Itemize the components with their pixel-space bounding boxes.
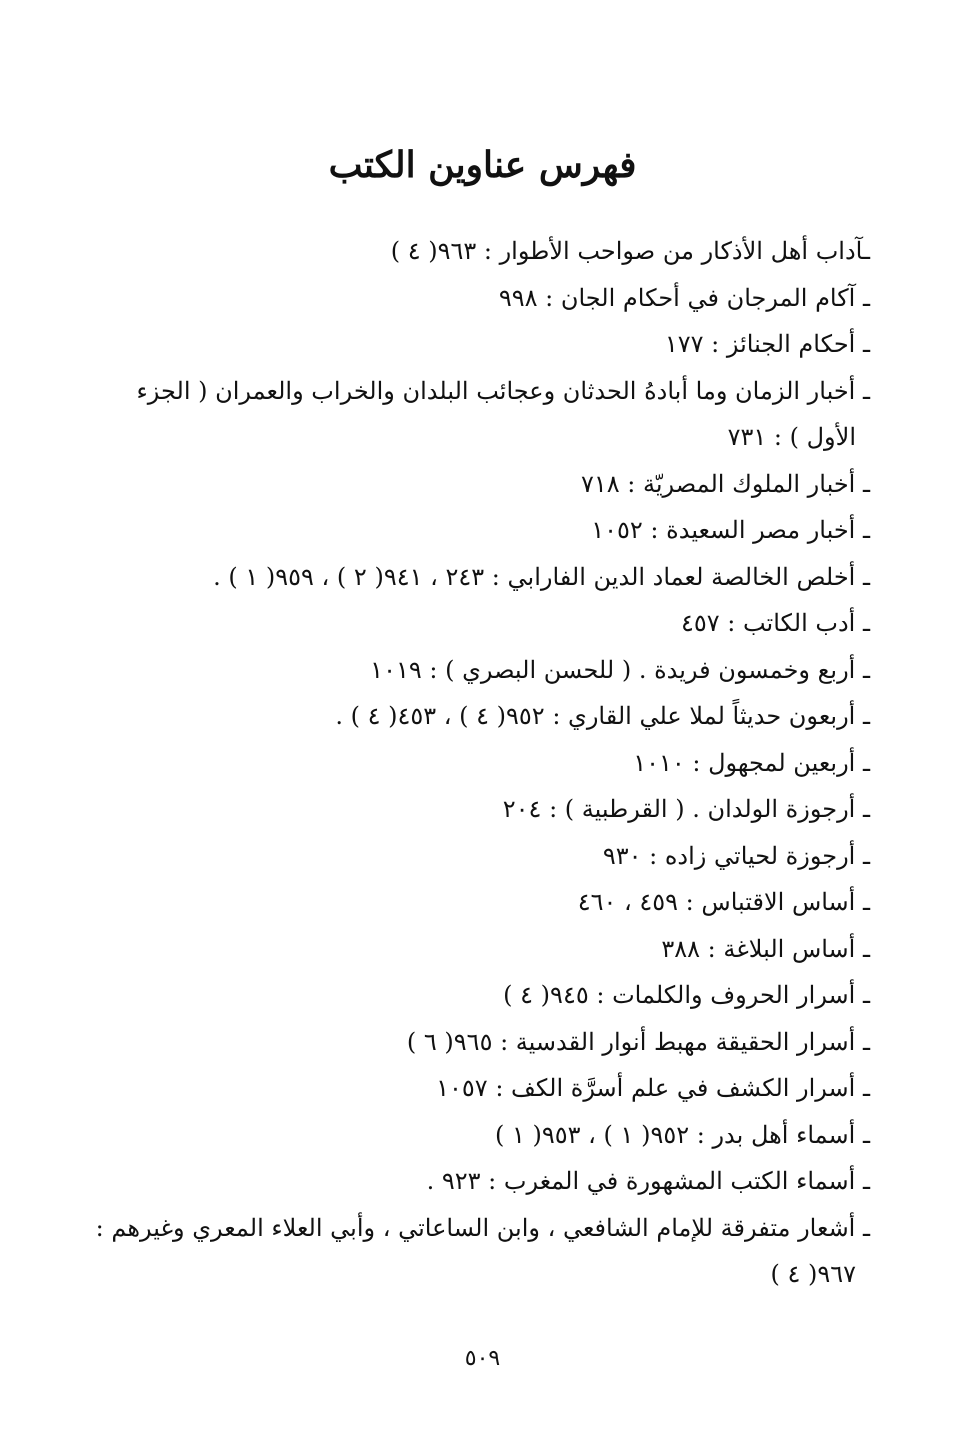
index-entry: ـ أربعون حديثاً لملا علي القاري : ٩٥٢( ٤ ) ، ٤٥٣( ٤ ) .: [335, 702, 870, 730]
index-entry: ـ أسرار الحروف والكلمات : ٩٤٥( ٤ ): [503, 981, 870, 1009]
index-entry: ـ أساس البلاغة : ٣٨٨: [661, 934, 870, 963]
index-entry: ـ أدب الكاتب : ٤٥٧: [680, 609, 870, 637]
index-entry: ـ أخبار مصر السعيدة : ١٠٥٢: [591, 516, 870, 544]
index-entry: ـ أسماء الكتب المشهورة في المغرب : ٩٢٣ .: [426, 1167, 870, 1195]
index-entry: ـآداب أهل الأذكار من صواحب الأطوار : ٩٦٣( ٤ ): [390, 237, 870, 265]
index-entry: ـ أسرار الكشف في علم أسرَّة الكف : ١٠٥٧: [436, 1074, 870, 1102]
index-entry: ـ أسرار الحقيقة مهبط أنوار القدسية : ٩٦٥( ٦ ): [406, 1027, 870, 1056]
index-entry: ـ أخلص الخالصة لعماد الدين الفارابي : ٢٤٣ ، ٩٤١( ٢ ) ، ٩٥٩( ١ ) .: [213, 562, 870, 591]
index-entry: ـ أسماء أهل بدر : ٩٥٢( ١ ) ، ٩٥٣( ١ ): [494, 1120, 870, 1149]
index-entry: ـ أربع وخمسون فريدة . ( للحسن البصري ) : ١٠١٩: [370, 655, 870, 684]
index-entry: ـ آكام المرجان في أحكام الجان : ٩٩٨: [498, 283, 870, 312]
page-number: ٥٠٩: [464, 1346, 501, 1371]
index-entry: ـ أخبار الملوك المصريّة : ٧١٨: [580, 469, 870, 498]
index-entry: ـ أشعار متفرقة للإمام الشافعي ، وابن الساعاتي ، وأبي العلاء المعري وغيرهم : ٩٦٧( ٤ ): [95, 1213, 870, 1288]
page-title: فهرس عناوين الكتب: [328, 144, 637, 186]
book-title-index-list: [80, 228, 870, 1298]
index-entry: ـ أرجوزة لحياتي زاده : ٩٣٠: [602, 841, 870, 870]
index-entry: ـ أساس الاقتباس : ٤٥٩ ، ٤٦٠: [577, 888, 870, 916]
index-entry: ـ أحكام الجنائز : ١٧٧: [664, 330, 870, 358]
index-entry: ـ أرجوزة الولدان . ( القرطبية ) : ٢٠٤: [502, 795, 870, 823]
index-entry: ـ أربعين لمجهول : ١٠١٠: [633, 748, 870, 777]
index-entry: ـ أخبار الزمان وما أبادهُ الحدثان وعجائب البلدان والخراب والعمران ( الجزء الأول ) : ٧٣١: [136, 376, 870, 451]
